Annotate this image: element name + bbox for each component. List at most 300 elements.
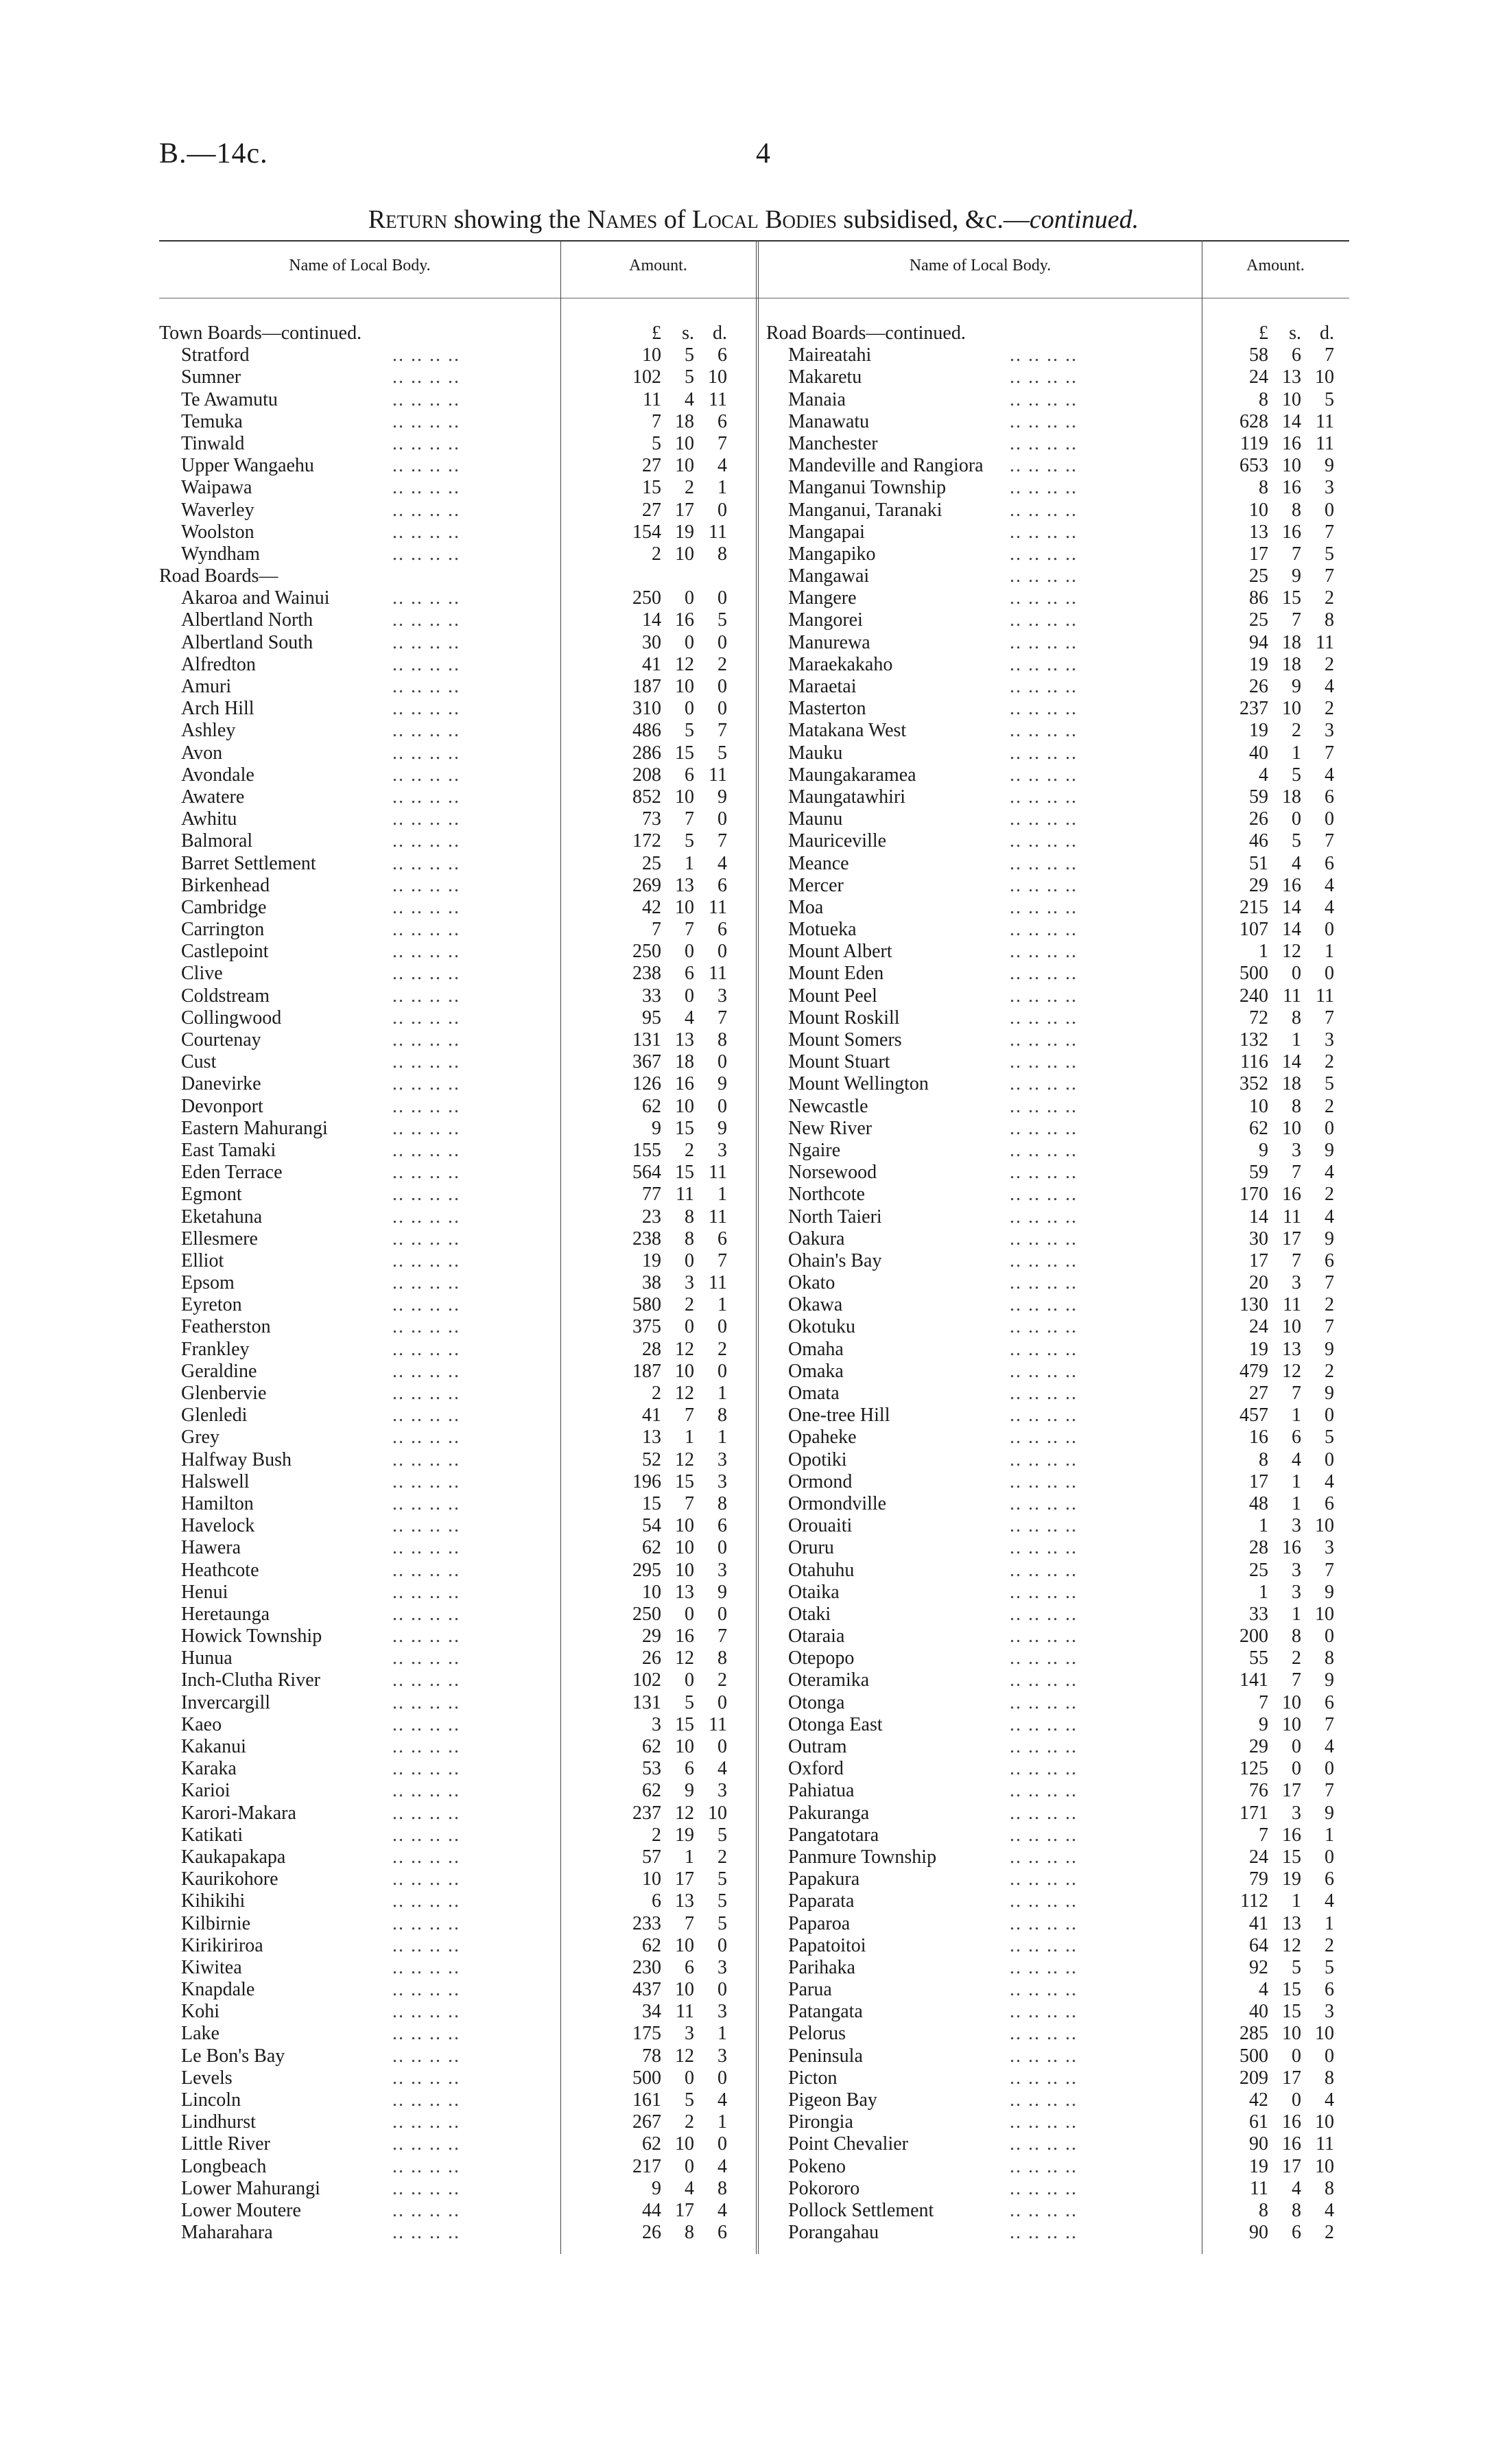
shillings-value: 15 <box>1282 587 1301 609</box>
pounds-value: 187 <box>632 1360 661 1382</box>
pence-value: 6 <box>1325 1492 1334 1514</box>
leader-dots: .. .. .. .. <box>392 720 460 742</box>
leader-dots: .. .. .. .. <box>1010 2067 1078 2089</box>
title-bodies: Bodies <box>765 205 838 234</box>
pence-value: 6 <box>717 919 727 941</box>
local-body-name: Pakuranga <box>788 1802 870 1824</box>
amount <box>1205 565 1334 587</box>
pounds-unit: £ <box>1259 322 1268 344</box>
leader-dots: .. .. .. .. <box>1010 2222 1078 2244</box>
local-body-name: Maunu <box>788 808 843 830</box>
shillings-value: 3 <box>685 1272 694 1294</box>
local-body-name: Mount Peel <box>788 985 877 1007</box>
pounds-value: 131 <box>632 1691 661 1713</box>
shillings-value: 8 <box>1292 2199 1301 2221</box>
table-row <box>766 1736 1349 1758</box>
leader-dots: .. .. .. .. <box>1010 1360 1078 1382</box>
shillings-value: 0 <box>1292 1736 1301 1757</box>
local-body-name: Okotuku <box>788 1316 855 1338</box>
amount <box>598 742 727 764</box>
pence-value: 0 <box>1325 2045 1334 2067</box>
local-body-name: Barret Settlement <box>181 852 316 874</box>
local-body-name: Porangahau <box>788 2222 879 2244</box>
local-body-name: Mangorei <box>788 609 863 631</box>
table-row <box>766 609 1349 631</box>
pence-value: 0 <box>717 1537 727 1559</box>
shillings-value: 16 <box>675 1626 694 1647</box>
amount <box>598 543 727 565</box>
pence-value: 8 <box>1325 1647 1334 1669</box>
table-row <box>766 654 1349 676</box>
leader-dots: .. .. .. .. <box>1010 432 1078 454</box>
table-row <box>766 1537 1349 1559</box>
shillings-value: 10 <box>1282 698 1301 720</box>
local-body-name: Mercer <box>788 874 844 896</box>
local-body-name: Panmure Township <box>788 1846 937 1868</box>
title-continued: continued. <box>1029 205 1139 234</box>
amount <box>598 1405 727 1427</box>
pence-value: 4 <box>1325 2089 1334 2111</box>
amount <box>1205 587 1334 609</box>
local-body-name: Manurewa <box>788 631 870 653</box>
amount <box>598 2200 727 2222</box>
amount <box>598 1935 727 1957</box>
shillings-value: 1 <box>1292 742 1301 764</box>
table-row <box>766 565 1349 587</box>
amount <box>598 1096 727 1118</box>
amount <box>1205 1692 1334 1714</box>
local-body-name: Mauriceville <box>788 830 887 852</box>
amount <box>1205 764 1334 786</box>
pounds-value: 27 <box>1249 1383 1268 1404</box>
shillings-value: 0 <box>1292 2045 1301 2067</box>
table-row <box>159 698 756 720</box>
amount <box>598 477 727 499</box>
pence-value: 8 <box>1325 609 1334 631</box>
table-row <box>159 1515 756 1537</box>
shillings-value: 8 <box>1292 1095 1301 1117</box>
leader-dots: .. .. .. .. <box>392 896 460 918</box>
local-body-name: Newcastle <box>788 1095 868 1117</box>
table-row <box>766 919 1349 941</box>
shillings-value: 12 <box>675 1647 694 1669</box>
local-body-name: Kiwitea <box>181 1956 242 1978</box>
local-body-name: Sumner <box>181 366 241 388</box>
local-body-name: Otahuhu <box>788 1559 855 1581</box>
table-row <box>159 344 756 366</box>
local-body-name: Avondale <box>181 764 254 786</box>
amount <box>598 1890 727 1912</box>
local-body-name: Carrington <box>181 919 265 941</box>
leader-dots: .. .. .. .. <box>1010 2001 1078 2023</box>
right-name-header: Name of Local Body. <box>909 257 1052 274</box>
pence-value: 1 <box>717 2023 727 2045</box>
local-body-name: Lincoln <box>181 2089 241 2111</box>
table-row <box>159 1582 756 1604</box>
leader-dots: .. .. .. .. <box>1010 1007 1078 1029</box>
table-row <box>159 1228 756 1250</box>
leader-dots: .. .. .. .. <box>392 852 460 874</box>
leader-dots: .. .. .. .. <box>392 609 460 631</box>
pence-value: 5 <box>717 1890 727 1912</box>
local-body-name: Omaka <box>788 1360 844 1382</box>
pounds-value: 286 <box>632 742 661 764</box>
pounds-value: 580 <box>632 1294 661 1316</box>
table-row <box>766 808 1349 830</box>
shillings-value: 10 <box>675 455 694 477</box>
local-body-name: Wyndham <box>181 543 260 565</box>
shillings-value: 19 <box>675 521 694 543</box>
leader-dots: .. .. .. .. <box>392 1294 460 1316</box>
leader-dots: .. .. .. .. <box>392 1736 460 1757</box>
shillings-value: 17 <box>1282 2155 1301 2177</box>
table-row <box>766 1935 1349 1957</box>
table-row <box>766 1824 1349 1846</box>
leader-dots: .. .. .. .. <box>392 1206 460 1228</box>
amount <box>1205 1714 1334 1736</box>
pounds-value: 5 <box>652 432 661 454</box>
amount <box>598 2001 727 2023</box>
pence-value: 11 <box>1316 631 1334 653</box>
table-row <box>766 2089 1349 2111</box>
shillings-value: 14 <box>1282 1051 1301 1073</box>
amount <box>1205 786 1334 808</box>
amount <box>598 919 727 941</box>
table-row <box>766 698 1349 720</box>
local-body-name: Oteramika <box>788 1669 870 1691</box>
pounds-value: 172 <box>632 830 661 852</box>
table-row <box>159 1803 756 1824</box>
pounds-value: 154 <box>632 521 661 543</box>
pounds-value: 54 <box>642 1515 661 1537</box>
pence-value: 6 <box>717 874 727 896</box>
pence-value: 0 <box>1325 808 1334 830</box>
pence-value: 4 <box>1325 1162 1334 1184</box>
pounds-value: 175 <box>632 2023 661 2045</box>
shillings-value: 3 <box>1292 1272 1301 1294</box>
pence-value: 6 <box>717 1515 727 1537</box>
leader-dots: .. .. .. .. <box>392 1360 460 1382</box>
pence-value: 10 <box>1315 2155 1334 2177</box>
shillings-value: 15 <box>675 1117 694 1139</box>
shillings-value: 10 <box>675 1360 694 1382</box>
pounds-value: 15 <box>642 477 661 499</box>
table-row <box>159 1007 756 1029</box>
local-body-name: Mount Eden <box>788 963 884 985</box>
pence-value: 0 <box>717 808 727 830</box>
pounds-value: 130 <box>1239 1294 1268 1316</box>
amount <box>1205 676 1334 698</box>
pence-value: 0 <box>1325 1758 1334 1780</box>
table-row <box>766 1272 1349 1294</box>
local-body-name: Tinwald <box>181 432 245 454</box>
table-row <box>766 2200 1349 2222</box>
local-body-name: Peninsula <box>788 2045 863 2067</box>
pence-value: 8 <box>717 2177 727 2199</box>
amount <box>598 1250 727 1272</box>
shillings-value: 3 <box>1292 1581 1301 1603</box>
table-row <box>159 742 756 764</box>
local-body-name: Lower Mahurangi <box>181 2177 320 2199</box>
leader-dots: .. .. .. .. <box>392 1934 460 1956</box>
local-body-name: Point Chevalier <box>788 2133 908 2155</box>
amount <box>1205 1184 1334 1206</box>
table-row <box>159 853 756 875</box>
local-body-name: Maungatawhiri <box>788 786 906 808</box>
local-body-name: Manganui, Taranaki <box>788 499 942 521</box>
shillings-value: 1 <box>1292 1890 1301 1912</box>
pence-value: 3 <box>717 1559 727 1581</box>
pence-value: 4 <box>1325 1890 1334 1912</box>
pence-value: 1 <box>1325 1912 1334 1934</box>
local-body-name: Ellesmere <box>181 1228 258 1249</box>
shillings-value: 12 <box>1282 1360 1301 1382</box>
local-body-name: Henui <box>181 1581 228 1603</box>
pence-value: 4 <box>1325 764 1334 786</box>
table-row <box>159 1073 756 1095</box>
local-body-name: Longbeach <box>181 2155 267 2177</box>
pence-value: 6 <box>1325 1868 1334 1890</box>
title-showing: showing the <box>447 205 587 234</box>
leader-dots: .. .. .. .. <box>1010 2089 1078 2111</box>
right-amount-header: Amount. <box>1246 257 1305 274</box>
table-row <box>159 830 756 852</box>
page-title <box>0 204 1507 235</box>
local-body-name: Parua <box>788 1979 832 2001</box>
pence-value: 7 <box>717 1626 727 1647</box>
shillings-value: 10 <box>1282 388 1301 410</box>
shillings-value: 12 <box>1282 941 1301 963</box>
pounds-value: 8 <box>1259 388 1268 410</box>
shillings-value: 16 <box>1282 874 1301 896</box>
shillings-value: 1 <box>1292 1470 1301 1492</box>
leader-dots: .. .. .. .. <box>392 1448 460 1470</box>
pence-value: 1 <box>1325 941 1334 963</box>
local-body-name: Cust <box>181 1051 217 1073</box>
title-subsidised: subsidised, &c.— <box>837 205 1030 234</box>
amount <box>598 1339 727 1361</box>
amount <box>598 1383 727 1405</box>
table-row <box>766 500 1349 521</box>
leader-dots: .. .. .. .. <box>1010 344 1078 366</box>
leader-dots: .. .. .. .. <box>392 786 460 808</box>
local-body-name: Woolston <box>181 521 254 543</box>
pounds-value: 7 <box>1259 1824 1268 1846</box>
amount <box>598 897 727 919</box>
table-row <box>766 2178 1349 2200</box>
table-row <box>159 720 756 742</box>
pounds-value: 14 <box>642 609 661 631</box>
amount <box>1205 808 1334 830</box>
local-body-name: Halfway Bush <box>181 1448 292 1470</box>
shillings-value: 1 <box>685 852 694 874</box>
leader-dots: .. .. .. .. <box>392 1603 460 1625</box>
table-row <box>766 1692 1349 1714</box>
shillings-value: 2 <box>685 1294 694 1316</box>
pence-value: 5 <box>1325 543 1334 565</box>
amount <box>598 1515 727 1537</box>
leader-dots: .. .. .. .. <box>1010 1802 1078 1824</box>
local-body-name: Pelorus <box>788 2023 846 2045</box>
table-row <box>766 1206 1349 1228</box>
shillings-value: 10 <box>1282 1691 1301 1713</box>
table-row <box>766 1493 1349 1515</box>
local-body-name: Manaia <box>788 388 846 410</box>
table-row <box>159 1493 756 1515</box>
pounds-value: 57 <box>642 1846 661 1868</box>
pence-value: 7 <box>1325 1780 1334 1802</box>
leader-dots: .. .. .. .. <box>392 543 460 565</box>
pounds-value: 196 <box>632 1470 661 1492</box>
amount <box>1205 830 1334 852</box>
table-row <box>766 632 1349 654</box>
pence-value: 8 <box>717 1492 727 1514</box>
section-label: Road Boards—continued. <box>766 322 966 344</box>
pounds-value: 26 <box>1249 808 1268 830</box>
table-row <box>766 1758 1349 1780</box>
pounds-value: 59 <box>1249 786 1268 808</box>
table-row <box>766 587 1349 609</box>
leader-dots: .. .. .. .. <box>1010 1228 1078 1249</box>
table-row <box>159 1979 756 2001</box>
table-row <box>766 521 1349 543</box>
local-body-name: Awhitu <box>181 808 237 830</box>
local-body-name: Otaraia <box>788 1626 845 1647</box>
local-body-name: Manawatu <box>788 410 870 432</box>
leader-dots: .. .. .. .. <box>1010 1184 1078 1206</box>
shillings-value: 8 <box>685 1206 694 1228</box>
local-body-name: Kirikiriroa <box>181 1934 263 1956</box>
local-body-name: Pahiatua <box>788 1780 855 1802</box>
pounds-value: 41 <box>642 1405 661 1427</box>
amount <box>1205 2045 1334 2067</box>
leader-dots: .. .. .. .. <box>392 521 460 543</box>
pence-value: 5 <box>1325 1956 1334 1978</box>
table-row <box>159 985 756 1007</box>
pence-value: 1 <box>717 477 727 499</box>
pence-value: 3 <box>717 2045 727 2067</box>
pounds-value: 62 <box>642 1934 661 1956</box>
local-body-name: East Tamaki <box>181 1139 276 1161</box>
leader-dots: .. .. .. .. <box>1010 1249 1078 1271</box>
shillings-value: 16 <box>675 609 694 631</box>
section-label: Town Boards—continued. <box>159 322 362 344</box>
shillings-value: 0 <box>685 1603 694 1625</box>
leader-dots: .. .. .. .. <box>392 1228 460 1249</box>
pounds-value: 59 <box>1249 1162 1268 1184</box>
pounds-value: 116 <box>1240 1051 1268 1073</box>
local-body-name: Awatere <box>181 786 245 808</box>
leader-dots: .. .. .. .. <box>392 1470 460 1492</box>
pounds-value: 187 <box>632 676 661 697</box>
table-row <box>766 2156 1349 2178</box>
amount <box>1205 1890 1334 1912</box>
leader-dots: .. .. .. .. <box>392 1007 460 1029</box>
local-body-name: Arch Hill <box>181 698 254 720</box>
local-body-name: New River <box>788 1117 873 1139</box>
pounds-value: 215 <box>1239 896 1268 918</box>
table-row <box>159 1647 756 1669</box>
local-body-name: Mangawai <box>788 565 870 587</box>
local-body-name: Eyreton <box>181 1294 242 1316</box>
table-row <box>159 1890 756 1912</box>
amount <box>1205 1758 1334 1780</box>
pounds-value: 11 <box>643 388 661 410</box>
shillings-value: 6 <box>1292 344 1301 366</box>
pence-value: 9 <box>1325 1581 1334 1603</box>
amount <box>598 808 727 830</box>
pence-value: 2 <box>1325 1934 1334 1956</box>
local-body-name: Opaheke <box>788 1427 857 1448</box>
pence-value: 2 <box>1325 1184 1334 1206</box>
shillings-value: 18 <box>675 410 694 432</box>
amount <box>1205 1957 1334 1979</box>
shillings-value: 17 <box>675 499 694 521</box>
leader-dots: .. .. .. .. <box>392 874 460 896</box>
pence-value: 0 <box>717 2133 727 2155</box>
pence-value: 5 <box>717 1912 727 1934</box>
local-body-name: Levels <box>181 2067 233 2089</box>
leader-dots: .. .. .. .. <box>392 919 460 941</box>
local-body-name: Oxford <box>788 1758 844 1780</box>
pounds-value: 237 <box>1239 698 1268 720</box>
table-row <box>766 1250 1349 1272</box>
shillings-value: 4 <box>685 1007 694 1029</box>
pounds-value: 19 <box>1249 1338 1268 1360</box>
pence-value: 11 <box>709 1162 727 1184</box>
pounds-value: 15 <box>642 1492 661 1514</box>
pence-value: 0 <box>1325 1448 1334 1470</box>
pence-value: 0 <box>717 698 727 720</box>
local-body-name: Avon <box>181 742 223 764</box>
leader-dots: .. .. .. .. <box>1010 631 1078 653</box>
pounds-value: 238 <box>632 1228 661 1249</box>
local-body-name: Pollock Settlement <box>788 2199 934 2221</box>
leader-dots: .. .. .. .. <box>1010 1669 1078 1691</box>
table-row <box>766 1957 1349 1979</box>
table-row <box>766 1405 1349 1427</box>
leader-dots: .. .. .. .. <box>392 1713 460 1735</box>
pounds-value: 4 <box>1259 1979 1268 2001</box>
leader-dots: .. .. .. .. <box>1010 1846 1078 1868</box>
amount <box>1205 366 1334 388</box>
table-row <box>159 1206 756 1228</box>
amount <box>598 587 727 609</box>
shillings-value: 9 <box>685 1780 694 1802</box>
shillings-value: 8 <box>1292 1007 1301 1029</box>
amount <box>1205 897 1334 919</box>
leader-dots: .. .. .. .. <box>1010 764 1078 786</box>
leader-dots: .. .. .. .. <box>1010 366 1078 388</box>
table-row <box>766 1626 1349 1647</box>
amount <box>1205 1449 1334 1471</box>
shillings-value: 16 <box>675 1073 694 1095</box>
leader-dots: .. .. .. .. <box>392 676 460 697</box>
local-body-name: Manchester <box>788 432 878 454</box>
table-row <box>766 1647 1349 1669</box>
pounds-value: 46 <box>1249 830 1268 852</box>
pounds-value: 126 <box>632 1073 661 1095</box>
leader-dots: .. .. .. .. <box>1010 455 1078 477</box>
local-body-name: Ashley <box>181 720 236 742</box>
pence-value: 11 <box>709 388 727 410</box>
leader-dots: .. .. .. .. <box>1010 543 1078 565</box>
local-body-name: Meance <box>788 852 849 874</box>
pounds-value: 628 <box>1239 410 1268 432</box>
local-body-name: Pirongia <box>788 2111 853 2133</box>
amount <box>1205 1427 1334 1448</box>
leader-dots: .. .. .. .. <box>1010 874 1078 896</box>
